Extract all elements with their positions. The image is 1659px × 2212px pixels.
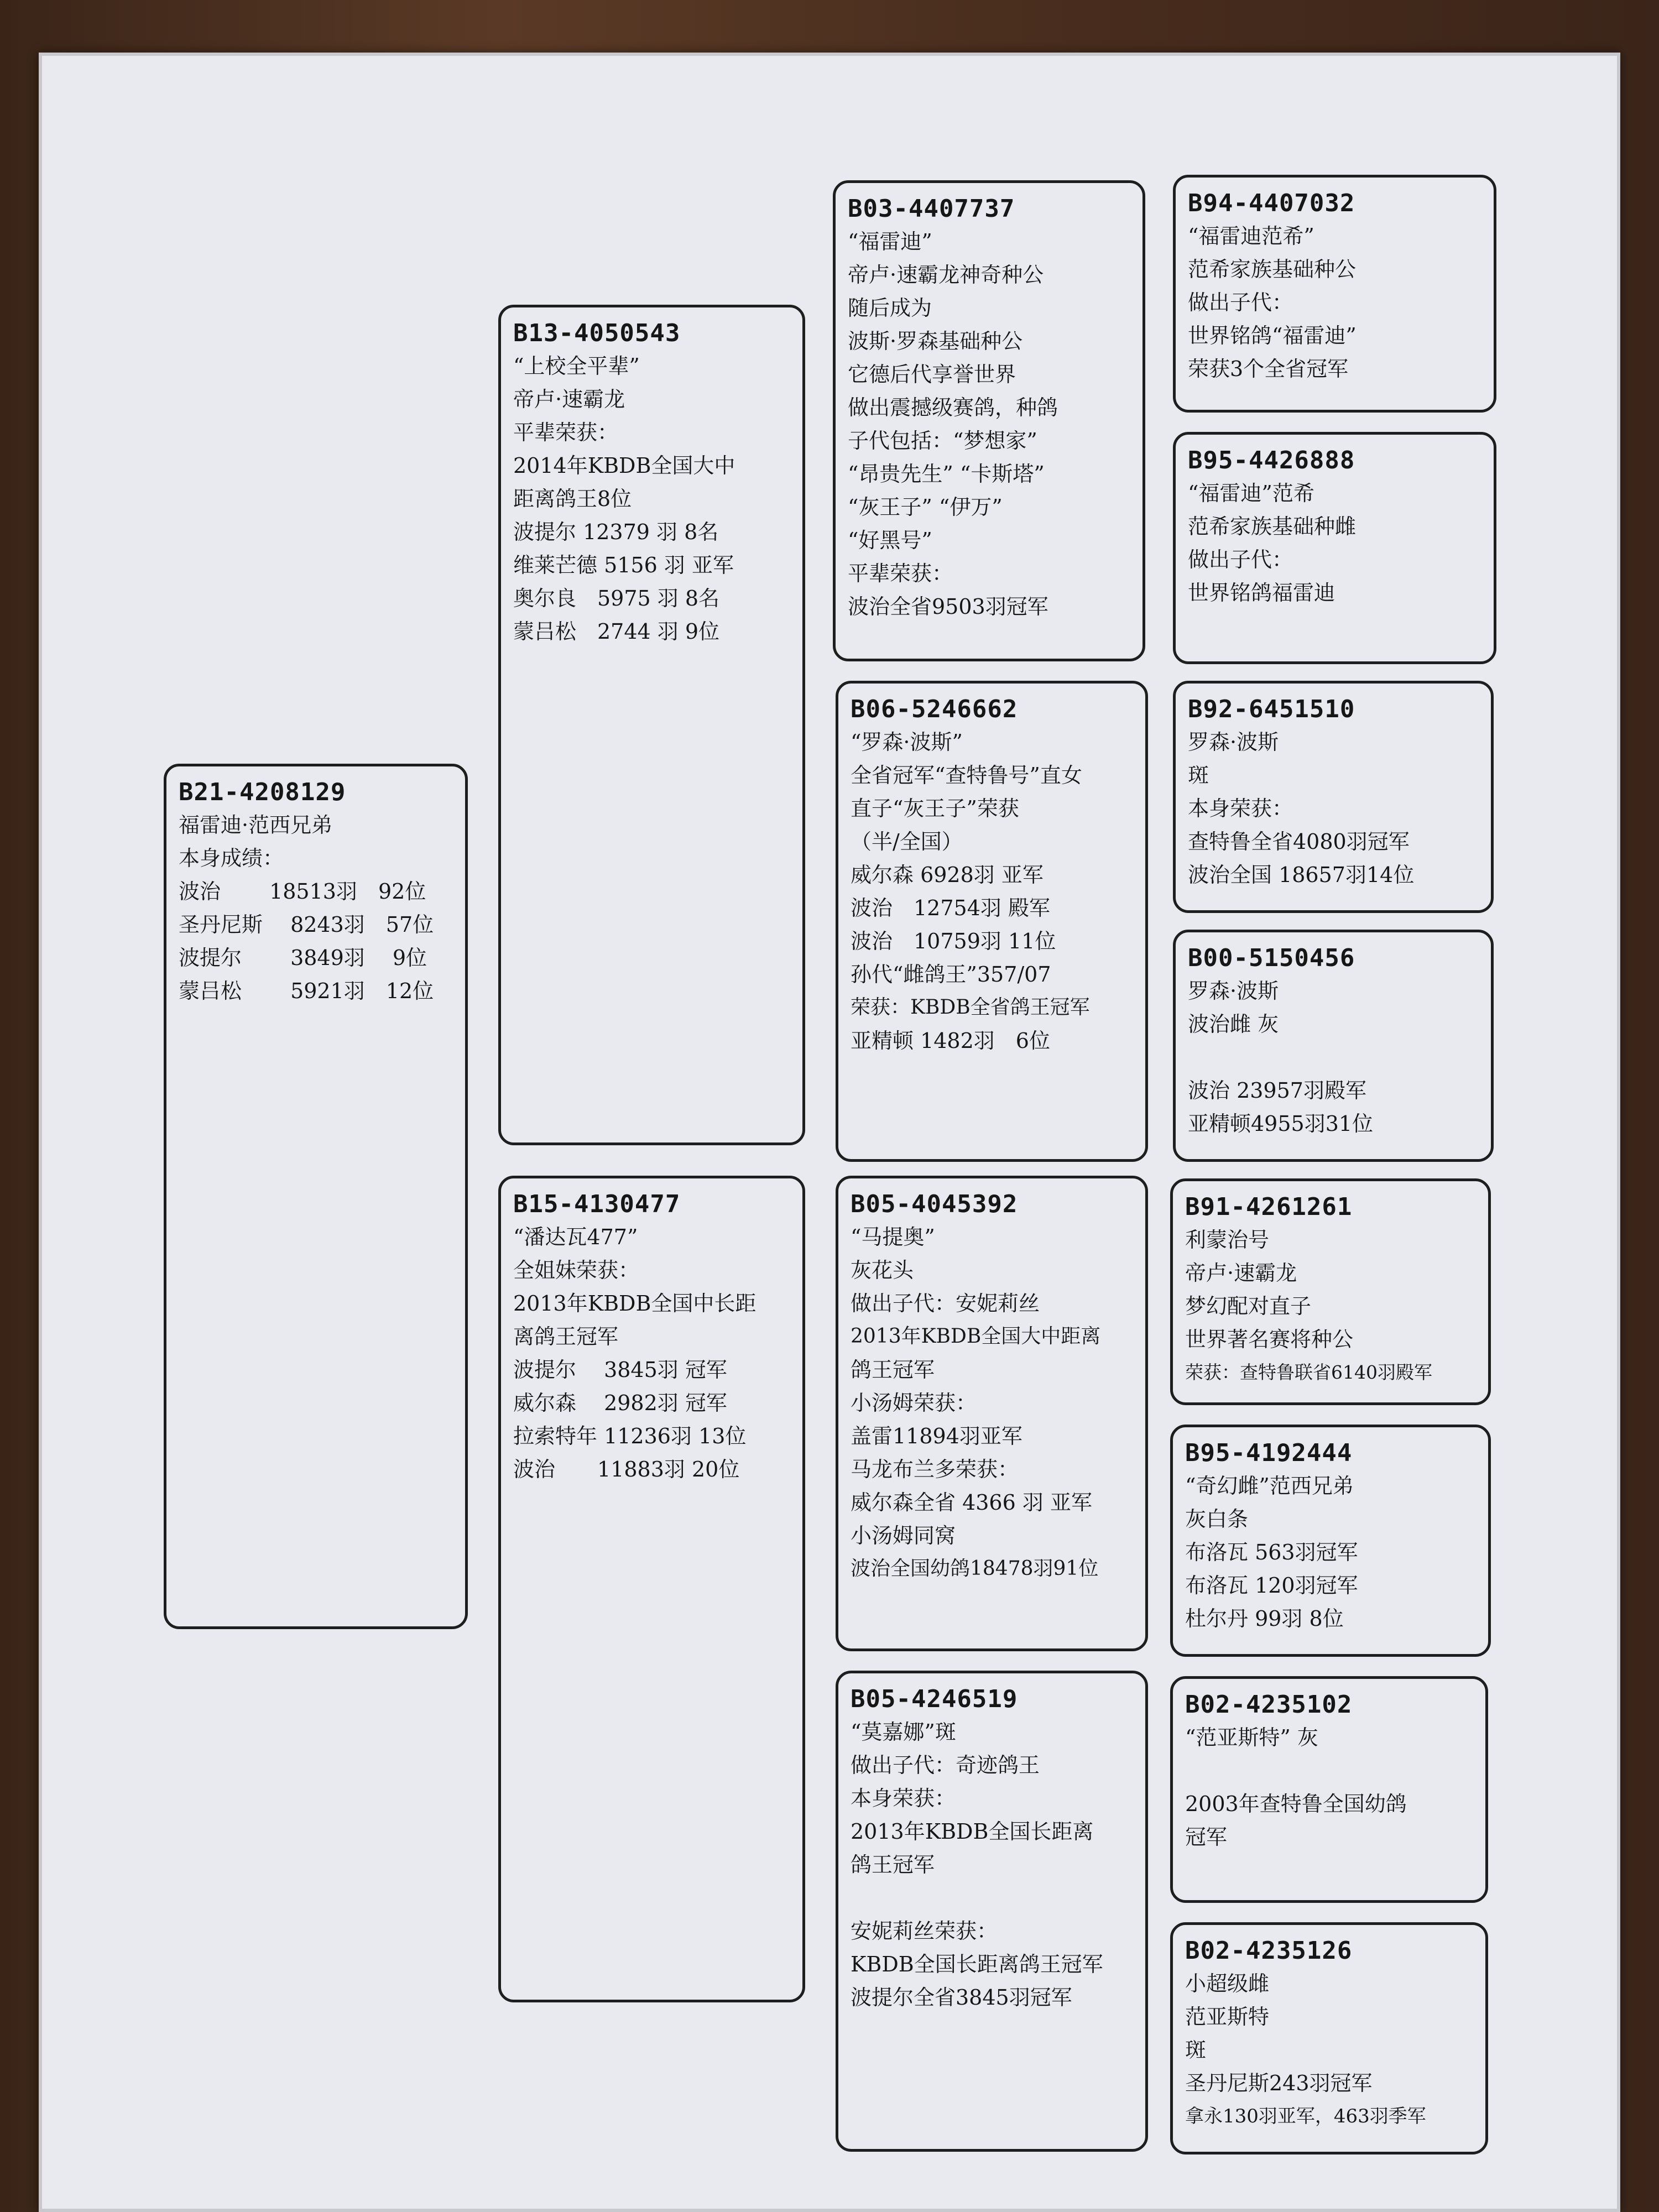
box-line: 荣获：查特鲁联省6140羽殿军 xyxy=(1185,1361,1432,1383)
pedigree-box-sire-dam xyxy=(836,681,1148,1162)
box-line: 距离鸽王8位 xyxy=(513,487,632,511)
box-line: 鸽王冠军 xyxy=(851,1358,935,1382)
box-line: “福雷迪” xyxy=(848,229,932,254)
box-line: 查特鲁全省4080羽冠军 xyxy=(1188,830,1410,854)
pedigree-box-sd-dam xyxy=(1173,930,1494,1162)
pedigree-box-dam xyxy=(498,1176,805,2002)
box-line: 做出子代：奇迹鸽王 xyxy=(851,1753,1040,1777)
box-line: 安妮莉丝荣获： xyxy=(851,1919,998,1943)
ring-number: B95-4426888 xyxy=(1188,446,1355,474)
box-line: 平辈荣获： xyxy=(848,561,953,586)
pedigree-box-dam-dam xyxy=(836,1671,1148,2152)
box-line xyxy=(1185,1754,1473,1787)
pedigree-box-subject xyxy=(164,764,468,1629)
box-line: 2003年查特鲁全国幼鸽 xyxy=(1185,1792,1407,1816)
ring-number: B05-4045392 xyxy=(851,1190,1018,1218)
box-line: 利蒙治号 xyxy=(1185,1228,1270,1252)
box-line: 本身成绩： xyxy=(179,846,284,870)
box-line: 布洛瓦 120羽冠军 xyxy=(1185,1573,1358,1598)
box-line: 斑 xyxy=(1185,2038,1207,2062)
box-line: 威尔森 2982羽 冠军 xyxy=(513,1391,727,1415)
box-line: 波治雌 灰 xyxy=(1188,1012,1279,1036)
box-line: 范希家族基础种雌 xyxy=(1188,514,1357,539)
box-line: 荣获：KBDB全省鸽王冠军 xyxy=(851,996,1090,1019)
ring-number: B92-6451510 xyxy=(1188,695,1355,723)
box-line: 波治全国 18657羽14位 xyxy=(1188,863,1415,887)
box-line: 2013年KBDB全国大中距离 xyxy=(851,1325,1101,1348)
box-line: 波治 18513羽 92位 xyxy=(179,879,426,904)
box-line: 全姐妹荣获： xyxy=(513,1258,640,1282)
box-line: 圣丹尼斯243羽冠军 xyxy=(1185,2071,1373,2095)
box-line: 帝卢·速霸龙 xyxy=(1185,1261,1297,1285)
box-line: “好黑号” xyxy=(848,528,932,552)
box-line: 小汤姆同窝 xyxy=(851,1524,956,1548)
box-line: 灰白条 xyxy=(1185,1507,1249,1531)
box-line: 离鸽王冠军 xyxy=(513,1324,619,1349)
box-line: 波治 23957羽殿军 xyxy=(1188,1078,1366,1103)
pedigree-box-sire xyxy=(498,305,805,1145)
box-line: 维莱芒德 5156 羽 亚军 xyxy=(513,553,734,577)
pedigree-box-ds-dam xyxy=(1170,1425,1491,1657)
pedigree-box-ds-sire xyxy=(1170,1178,1491,1405)
box-line: 做出子代： xyxy=(1188,547,1293,572)
box-line: 杜尔丹 99羽 8位 xyxy=(1185,1606,1344,1631)
pedigree-paper xyxy=(39,53,1620,2212)
box-line: 波治 10759羽 11位 xyxy=(851,929,1056,953)
box-line: 小超级雌 xyxy=(1185,1971,1270,1996)
pedigree-box-sd-sire xyxy=(1173,681,1494,913)
box-line: 小汤姆荣获： xyxy=(851,1391,977,1415)
box-line xyxy=(1188,1041,1479,1074)
box-line: 本身荣获： xyxy=(851,1786,956,1811)
box-line: 2013年KBDB全国中长距 xyxy=(513,1291,757,1316)
pedigree-box-dd-sire xyxy=(1170,1676,1488,1903)
box-line: 蒙吕松 5921羽 12位 xyxy=(179,979,434,1003)
box-line: “昂贵先生” “卡斯塔” xyxy=(848,462,1045,486)
box-line: 范亚斯特 xyxy=(1185,2005,1270,2029)
ring-number: B13-4050543 xyxy=(513,319,681,347)
box-line: “马提奥” xyxy=(851,1225,935,1249)
ring-number: B91-4261261 xyxy=(1185,1193,1353,1221)
box-line: 它德后代享誉世界 xyxy=(848,362,1016,387)
box-line: 波治 11883羽 20位 xyxy=(513,1457,740,1481)
box-line: 范希家族基础种公 xyxy=(1188,257,1357,281)
pedigree-box-ss-sire xyxy=(1173,175,1496,413)
ring-number: B02-4235126 xyxy=(1185,1937,1353,1965)
box-line: 斑 xyxy=(1188,763,1209,787)
box-line: 波斯·罗森基础种公 xyxy=(848,329,1023,353)
box-line: 世界铭鸽“福雷迪” xyxy=(1188,324,1357,348)
box-line: 世界著名赛将种公 xyxy=(1185,1327,1354,1352)
box-line: “莫嘉娜”斑 xyxy=(851,1720,956,1744)
box-line: 帝卢·速霸龙神奇种公 xyxy=(848,263,1044,287)
pedigree-box-dam-sire xyxy=(836,1176,1148,1651)
box-line: 2014年KBDB全国大中 xyxy=(513,453,735,478)
box-line: 随后成为 xyxy=(848,296,932,320)
ring-number: B03-4407737 xyxy=(848,195,1015,223)
box-line: 梦幻配对直子 xyxy=(1185,1294,1312,1318)
box-line: 子代包括：“梦想家” xyxy=(848,429,1037,453)
box-line: 罗森·波斯 xyxy=(1188,730,1279,754)
box-line: 波治全国幼鸽18478羽91位 xyxy=(851,1557,1099,1580)
box-line: 波治全省9503羽冠军 xyxy=(848,594,1048,619)
box-line: “福雷迪范希” xyxy=(1188,224,1314,248)
box-line: 做出子代：安妮莉丝 xyxy=(851,1291,1040,1316)
box-line: “上校全平辈” xyxy=(513,354,640,378)
box-line: 世界铭鸽福雷迪 xyxy=(1188,581,1335,605)
box-line: 灰花头 xyxy=(851,1258,914,1282)
box-line: 波提尔 3849羽 9位 xyxy=(179,946,427,970)
box-line: 做出子代： xyxy=(1188,290,1293,315)
box-line: 冠军 xyxy=(1185,1825,1228,1849)
box-line: 威尔森全省 4366 羽 亚军 xyxy=(851,1490,1092,1515)
box-line: 波提尔 12379 羽 8名 xyxy=(513,520,719,544)
ring-number: B21-4208129 xyxy=(179,778,346,806)
box-line: “潘达瓦477” xyxy=(513,1225,638,1249)
box-line: 帝卢·速霸龙 xyxy=(513,387,625,411)
box-line: “奇幻雌”范西兄弟 xyxy=(1185,1474,1354,1498)
ring-number: B95-4192444 xyxy=(1185,1439,1353,1467)
box-line: 波提尔 3845羽 冠军 xyxy=(513,1358,727,1382)
box-line: 亚精顿 1482羽 6位 xyxy=(851,1029,1050,1053)
box-line: 福雷迪·范西兄弟 xyxy=(179,813,333,837)
box-line: 平辈荣获： xyxy=(513,420,619,445)
box-line: 波提尔全省3845羽冠军 xyxy=(851,1985,1072,2010)
ring-number: B94-4407032 xyxy=(1188,189,1355,217)
box-line: 本身荣获： xyxy=(1188,796,1293,821)
box-line: 盖雷11894羽亚军 xyxy=(851,1424,1022,1448)
box-line: 2013年KBDB全国长距离 xyxy=(851,1819,1094,1844)
box-line: 荣获3个全省冠军 xyxy=(1188,357,1349,381)
ring-number: B15-4130477 xyxy=(513,1190,681,1218)
box-line: 蒙吕松 2744 羽 9位 xyxy=(513,619,720,644)
box-line: 孙代“雌鸽王”357/07 xyxy=(851,962,1051,987)
box-line: “灰王子” “伊万” xyxy=(848,495,1003,519)
box-line: 罗森·波斯 xyxy=(1188,979,1279,1003)
pedigree-box-dd-dam xyxy=(1170,1922,1488,2154)
ring-number: B00-5150456 xyxy=(1188,944,1355,972)
box-line: 威尔森 6928羽 亚军 xyxy=(851,863,1044,887)
box-line: 拉索特年 11236羽 13位 xyxy=(513,1424,747,1448)
pedigree-box-ss-dam xyxy=(1173,432,1496,664)
pedigree-box-sire-sire xyxy=(833,180,1145,661)
box-line: 圣丹尼斯 8243羽 57位 xyxy=(179,912,434,937)
box-line: （半/全国） xyxy=(851,830,963,854)
box-line: 鸽王冠军 xyxy=(851,1853,935,1877)
box-line: “福雷迪”范希 xyxy=(1188,481,1314,505)
box-line: “范亚斯特” 灰 xyxy=(1185,1725,1318,1750)
ring-number: B06-5246662 xyxy=(851,695,1018,723)
box-line: 做出震撼级赛鸽，种鸽 xyxy=(848,395,1058,420)
box-line: 拿永130羽亚军，463羽季军 xyxy=(1185,2105,1426,2127)
box-line: “罗森·波斯” xyxy=(851,730,963,754)
box-line: 全省冠军“查特鲁号”直女 xyxy=(851,763,1082,787)
box-line: 波治 12754羽 殿军 xyxy=(851,896,1050,920)
ring-number: B05-4246519 xyxy=(851,1685,1018,1713)
box-line: 布洛瓦 563羽冠军 xyxy=(1185,1540,1358,1564)
box-line: 亚精顿4955羽31位 xyxy=(1188,1112,1374,1136)
box-line: 奥尔良 5975 羽 8名 xyxy=(513,586,720,611)
box-line: 马龙布兰多荣获： xyxy=(851,1457,1019,1481)
ring-number: B02-4235102 xyxy=(1185,1691,1353,1719)
box-line xyxy=(851,1881,1133,1914)
box-line: KBDB全国长距离鸽王冠军 xyxy=(851,1952,1103,1976)
box-line: 直子“灰王子”荣获 xyxy=(851,796,1019,821)
